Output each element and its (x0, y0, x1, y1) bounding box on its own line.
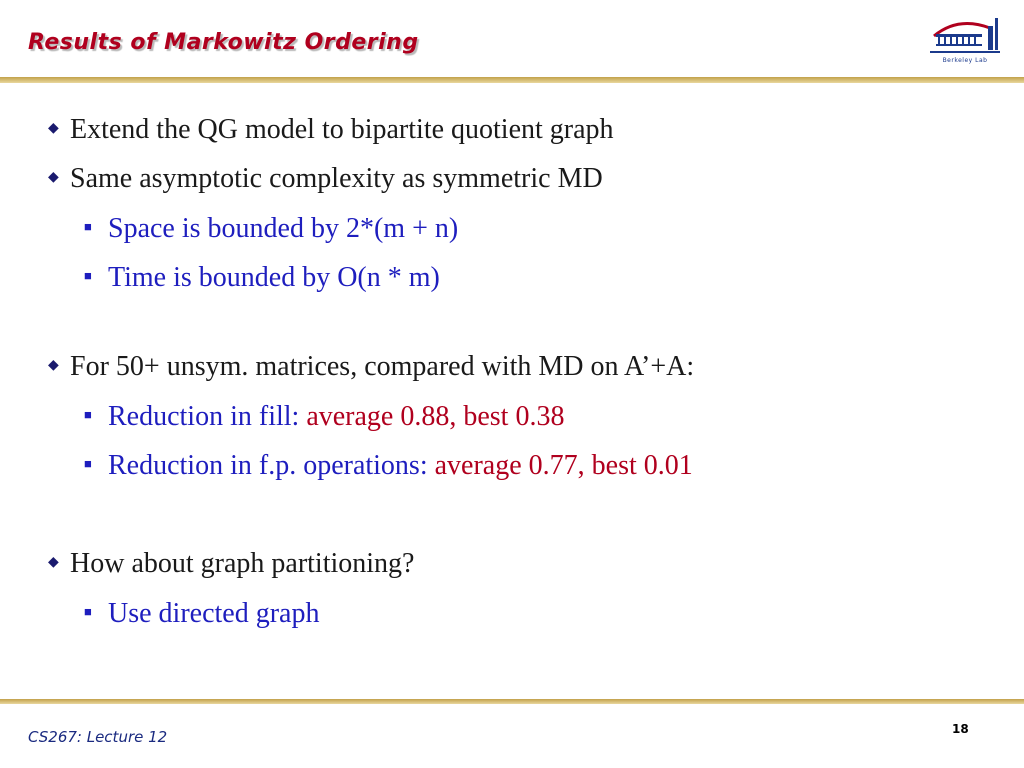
logo-text: Berkeley Lab (942, 57, 988, 64)
diamond-bullet-icon: ◆ (48, 358, 59, 373)
sub-bullet-highlight: average 0.88, best 0.38 (306, 401, 565, 432)
bullet-item (48, 113, 614, 146)
bullet-item (48, 162, 603, 195)
sub-bullet-label: Reduction in fill: (108, 401, 307, 432)
diamond-bullet-icon: ◆ (48, 555, 59, 570)
diamond-bullet-icon: ◆ (48, 170, 59, 185)
berkeley-lab-logo-icon (928, 14, 1002, 56)
bullet-item (48, 350, 694, 383)
header-rule (0, 77, 1024, 83)
diamond-bullet-icon: ◆ (48, 121, 59, 136)
square-bullet-icon: ■ (84, 219, 92, 234)
sub-bullet-text: Time is bounded by O(n * m) (108, 262, 440, 293)
sub-bullet-item (84, 448, 693, 482)
sub-bullet-text: Use directed graph (108, 598, 320, 629)
bullet-text: For 50+ unsym. matrices, compared with MD on A’+A: (70, 351, 695, 382)
square-bullet-icon: ■ (84, 604, 92, 619)
bullet-text: Same asymptotic complexity as symmetric MD (70, 163, 603, 194)
bullet-text: How about graph partitioning? (70, 548, 415, 579)
sub-bullet-highlight: average 0.77, best 0.01 (434, 450, 693, 481)
footer-course-label: CS267: Lecture 12 (28, 728, 168, 746)
berkeley-lab-logo (928, 14, 1002, 68)
sub-bullet-item (84, 399, 564, 433)
page-number: 18 (952, 722, 969, 736)
sub-bullet-item (84, 596, 319, 630)
sub-bullet-item (84, 211, 458, 245)
sub-bullet-text: Space is bounded by 2*(m + n) (108, 213, 459, 244)
footer-rule (0, 699, 1024, 704)
square-bullet-icon: ■ (84, 407, 92, 422)
bullet-text: Extend the QG model to bipartite quotient graph (70, 114, 614, 145)
square-bullet-icon: ■ (84, 268, 92, 283)
slide-title: Results of Markowitz Ordering (28, 30, 419, 55)
bullet-item (48, 547, 414, 580)
square-bullet-icon: ■ (84, 456, 92, 471)
sub-bullet-label: Reduction in f.p. operations: (108, 450, 435, 481)
sub-bullet-item (84, 260, 440, 294)
